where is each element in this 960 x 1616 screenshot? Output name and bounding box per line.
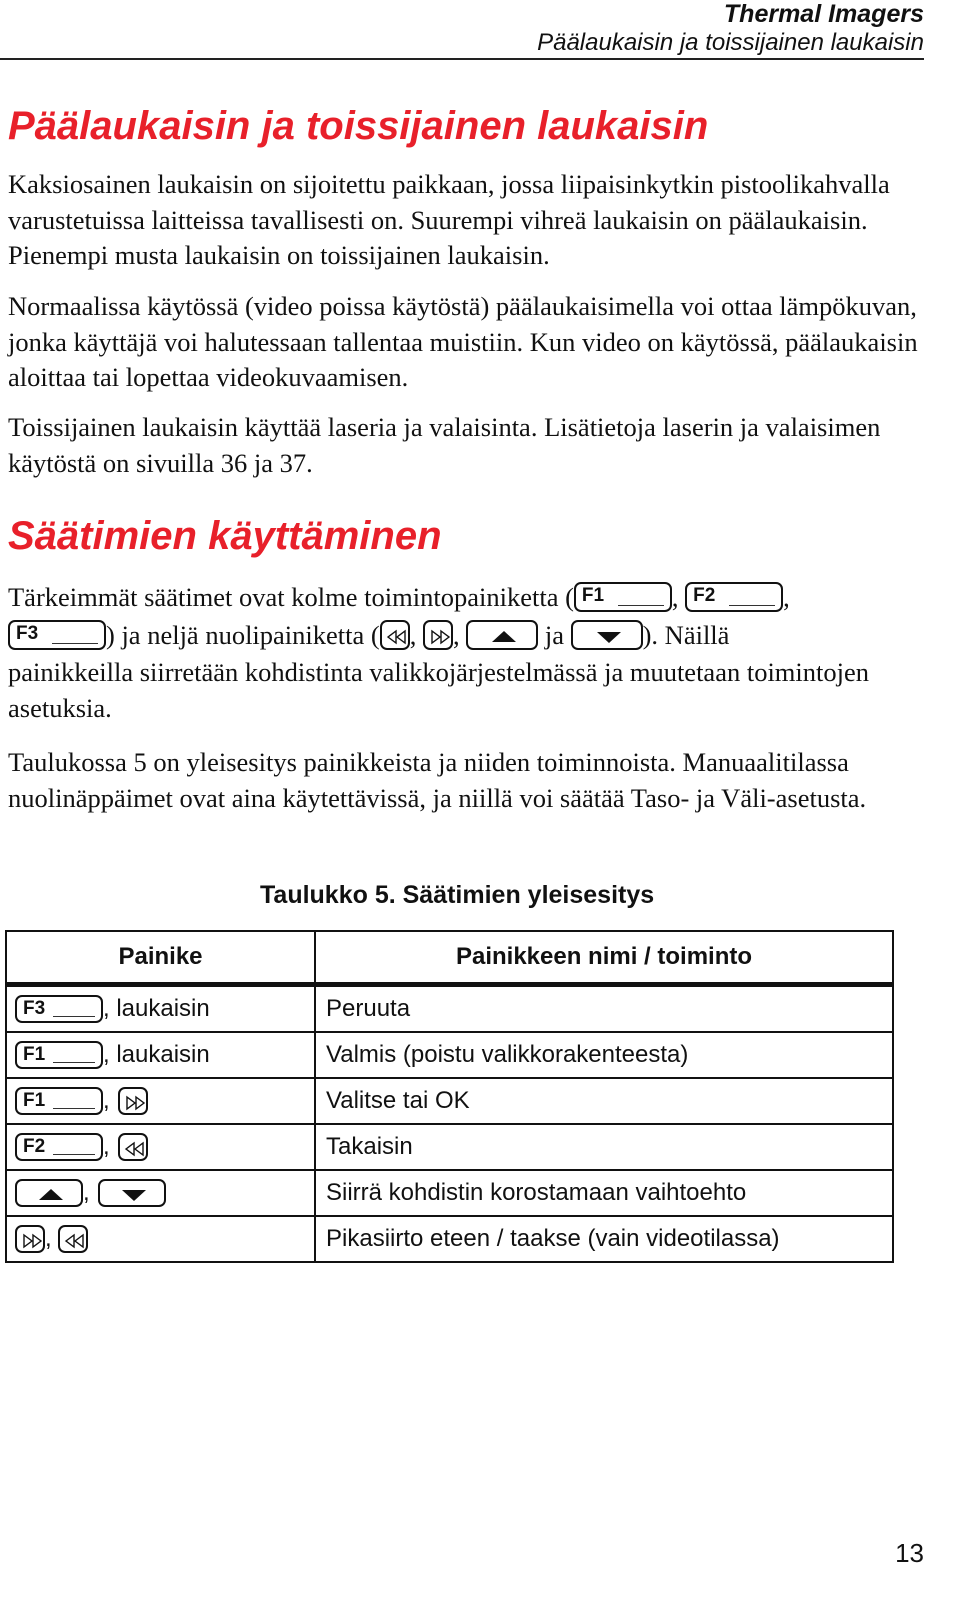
table-row	[6, 1032, 893, 1078]
section-title-controls: Säätimien käyttäminen	[8, 514, 442, 558]
arrow-left-key-icon	[58, 1225, 88, 1253]
controls-line-2: F3 ) ja neljä nuolipainiketta ( , , ja ). Näillä	[8, 620, 729, 650]
f1-key-label: F1	[581, 585, 605, 606]
row-function: Pikasiirto eteen / taakse (vain videotilassa)	[315, 1216, 893, 1262]
row-button-suffix: , laukaisin	[103, 995, 210, 1022]
f3-key-icon	[8, 620, 106, 650]
table-header-row	[6, 931, 893, 985]
arrow-up-key-icon	[466, 620, 538, 650]
row-function: Takaisin	[315, 1124, 893, 1170]
f2-key-icon	[685, 582, 783, 612]
conjunction-ja: ja	[544, 619, 564, 650]
arrow-left-key-icon	[380, 620, 410, 650]
f1-key-label: F1	[23, 1090, 46, 1111]
table-row	[6, 985, 893, 1033]
table-row	[6, 1216, 893, 1262]
controls-table	[5, 930, 894, 1263]
controls-arrows-text: ) ja neljä nuolipainiketta (	[106, 619, 380, 650]
row-button-suffix: ,	[103, 1133, 110, 1160]
paragraph-controls-purpose: painikkeilla siirretään kohdistinta valikkojärjestelmässä ja muutetaan toimintojen asetuksia.	[8, 657, 870, 723]
controls-line2-tail: ). Näillä	[642, 619, 730, 650]
f2-key-icon	[15, 1133, 103, 1161]
f1-key-icon	[15, 1087, 103, 1115]
row-function: Peruuta	[315, 985, 893, 1033]
table-row	[6, 1170, 893, 1216]
f1-key-icon	[574, 582, 672, 612]
header-rule	[0, 58, 924, 60]
row-button-suffix: ,	[83, 1179, 90, 1206]
arrow-left-key-icon	[118, 1133, 148, 1161]
row-button-suffix: ,	[103, 1087, 110, 1114]
f2-key-label: F2	[23, 1136, 46, 1157]
paragraph-trigger-location: Kaksiosainen laukaisin on sijoitettu paikkaan, jossa liipaisinkytkin pistoolikahvalla varustetuissa laitteissa tavallisesti on. Suurempi vihreä laukaisin on päälaukaisin. Pienempi musta laukaisin on toissijainen laukaisin.	[8, 169, 890, 270]
arrow-right-key-icon	[118, 1087, 148, 1115]
arrow-down-key-icon	[98, 1179, 166, 1207]
f3-key-label: F3	[16, 623, 39, 644]
f2-key-label: F2	[693, 585, 716, 606]
f3-key-label: F3	[23, 998, 46, 1019]
paragraph-secondary-trigger: Toissijainen laukaisin käyttää laseria ja valaisinta. Lisätietoja laserin ja valaisimen käytöstä on sivuilla 36 ja 37.	[8, 412, 881, 478]
running-header-product: Thermal Imagers	[723, 0, 924, 28]
row-button-suffix: , laukaisin	[103, 1041, 210, 1068]
arrow-down-key-icon	[571, 620, 643, 650]
controls-intro-text: Tärkeimmät säätimet ovat kolme toimintopainiketta (	[8, 581, 574, 612]
table-caption: Taulukko 5. Säätimien yleisesitys	[260, 881, 655, 909]
row-function: Siirrä kohdistin korostamaan vaihtoehto	[315, 1170, 893, 1216]
arrow-right-key-icon	[15, 1225, 45, 1253]
running-header-section: Päälaukaisin ja toissijainen laukaisin	[537, 29, 924, 56]
table-row	[6, 1078, 893, 1124]
arrow-up-key-icon	[15, 1179, 83, 1207]
row-button-suffix: ,	[45, 1225, 52, 1252]
arrow-right-key-icon	[423, 620, 453, 650]
row-function: Valmis (poistu valikkorakenteesta)	[315, 1032, 893, 1078]
table-row	[6, 1124, 893, 1170]
f1-key-icon	[15, 1041, 103, 1069]
paragraph-table-intro: Taulukossa 5 on yleisesitys painikkeista ja niiden toiminnoista. Manuaalitilassa nuolinäppäimet ovat aina käytettävissä, ja niillä voi säätää Taso- ja Väli-asetusta.	[8, 747, 867, 813]
f3-key-icon	[15, 995, 103, 1023]
column-header-button: Painike	[6, 931, 315, 985]
section-title-triggers: Päälaukaisin ja toissijainen laukaisin	[8, 104, 709, 148]
page-number: 13	[895, 1538, 924, 1568]
controls-line-1: Tärkeimmät säätimet ovat kolme toimintopainiketta ( F1 , F2 ,	[8, 581, 790, 612]
paragraph-primary-trigger: Normaalissa käytössä (video poissa käytöstä) päälaukaisimella voi ottaa lämpökuvan, jonka käyttäjä voi halutessaan tallentaa muistiin. Kun video on käytössä, päälaukaisin aloittaa tai lopettaa videokuvaamisen.	[8, 291, 918, 392]
row-function: Valitse tai OK	[315, 1078, 893, 1124]
column-header-function: Painikkeen nimi / toiminto	[315, 931, 893, 985]
f1-key-label: F1	[23, 1044, 46, 1065]
